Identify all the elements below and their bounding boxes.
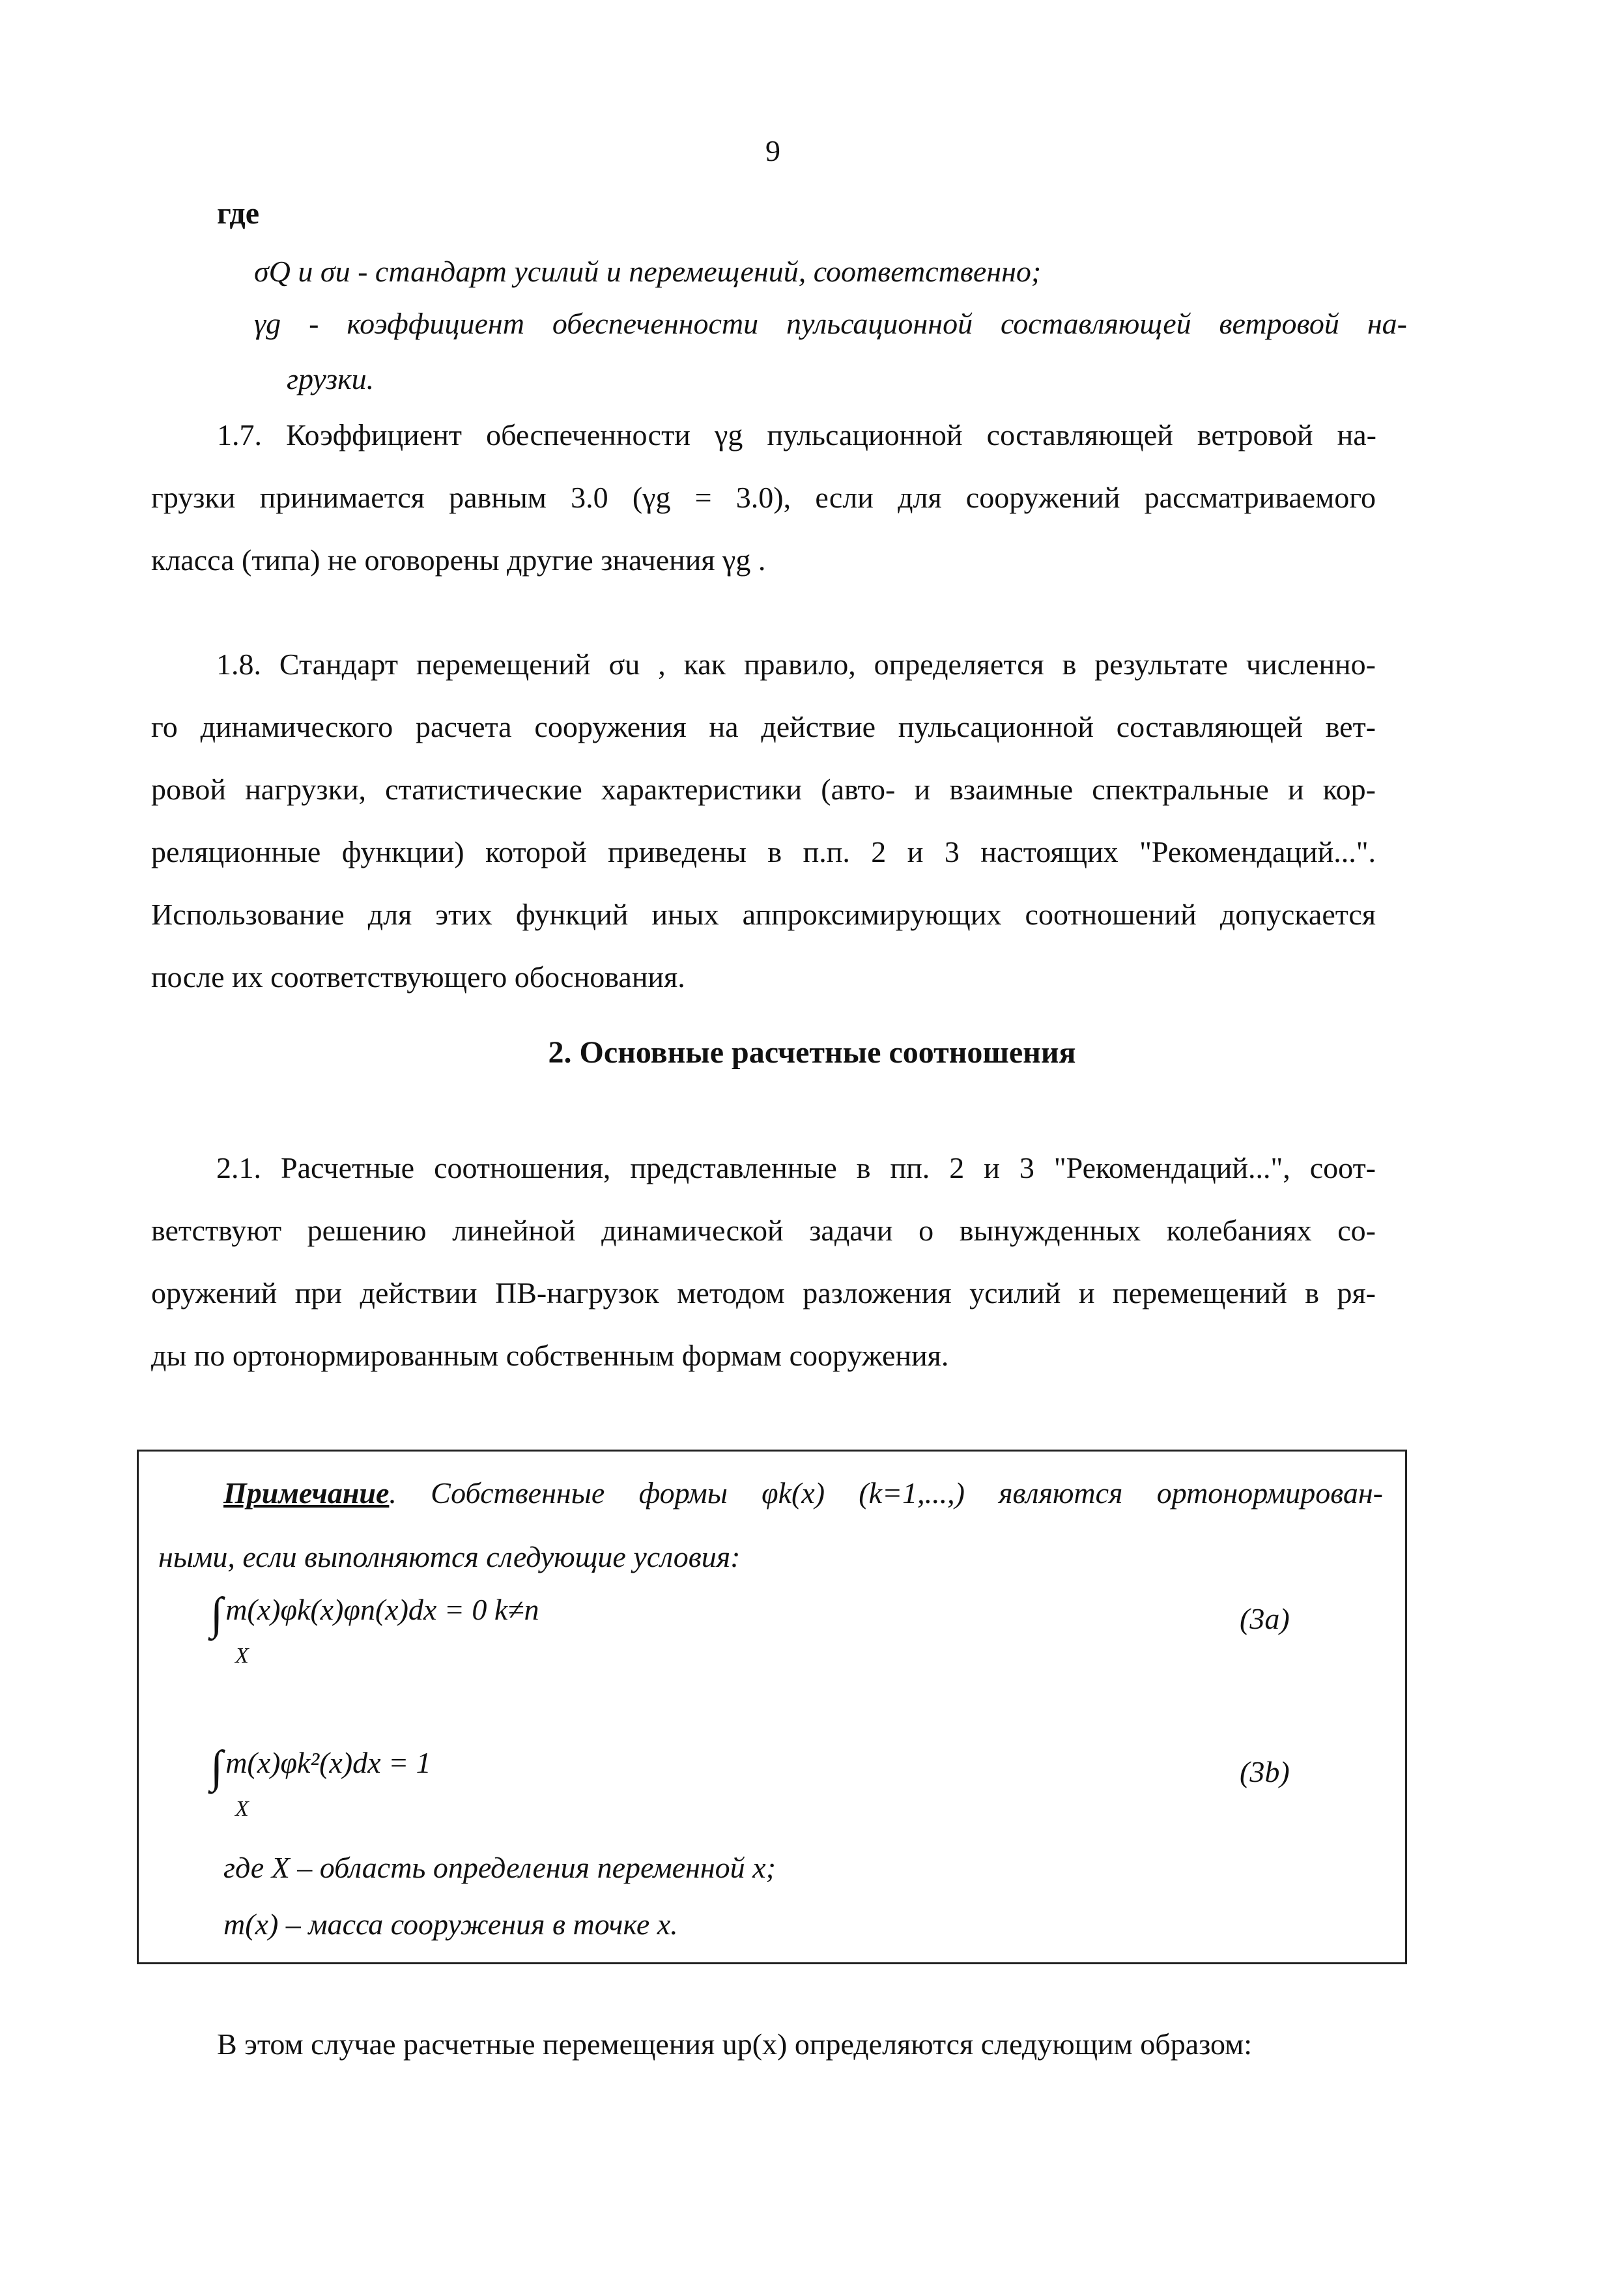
integral-icon: ∫ xyxy=(210,1742,223,1792)
definition-sigma-text: - стандарт усилий и перемещений, соответственно; xyxy=(350,255,1042,288)
section-1-8-line-4: реляционные функции) которой приведены в п.п. 2 и 3 настоящих "Рекомендаций...". xyxy=(151,835,1376,868)
equation-3b xyxy=(210,1741,431,1794)
note-line-1-text: . Собственные формы φk(x) (k=1,...,) являются ортонормирован- xyxy=(389,1476,1383,1510)
integral-icon: ∫ xyxy=(210,1589,223,1639)
section-1-8 xyxy=(151,633,1376,1009)
section-2-1-line-4: ды по ортонормированным собственным формам сооружения. xyxy=(151,1339,949,1372)
section-1-7 xyxy=(217,404,1376,466)
section-1-7-line-1: 1.7. Коэффициент обеспеченности γg пульсационной составляющей ветровой на- xyxy=(217,418,1376,451)
equation-3a-label: (3a) xyxy=(1240,1602,1290,1635)
section-2-1 xyxy=(151,1137,1376,1387)
section-1-7-body xyxy=(151,466,1376,592)
section-1-8-line-1: 1.8. Стандарт перемещений σu , как правило, определяется в результате численно- xyxy=(216,648,1376,681)
section-2-1-line-3: оружений при действии ПВ-нагрузок методом разложения усилий и перемещений в ря- xyxy=(151,1276,1376,1310)
section-1-8-line-3: ровой нагрузки, статистические характеристики (авто- и взаимные спектральные и кор- xyxy=(151,773,1376,806)
section-2-1-line-2: ветствуют решению линейной динамической задачи о вынужденных колебаниях со- xyxy=(151,1214,1376,1247)
note-line-2: ными, если выполняются следующие условия: xyxy=(158,1540,741,1573)
equation-3b-label: (3b) xyxy=(1240,1755,1290,1788)
definition-gamma-continuation: грузки. xyxy=(287,362,375,395)
definition-gamma-symbol: γg xyxy=(254,307,281,340)
equation-3b-domain: X xyxy=(235,1797,249,1821)
note-where-1: где X – область определения переменной x; xyxy=(223,1851,776,1884)
equation-3a-expr: m(x)φk(x)φn(x)dx = 0 k≠n xyxy=(225,1593,539,1626)
final-line: В этом случае расчетные перемещения up(x) определяются следующим образом: xyxy=(217,2027,1253,2061)
definition-sigma xyxy=(254,254,1407,289)
note-line-1 xyxy=(223,1458,1383,1528)
definition-gamma xyxy=(254,306,1407,341)
equation-3a-domain: X xyxy=(235,1644,249,1668)
section-1-8-line-2: го динамического расчета сооружения на действие пульсационной составляющей вет- xyxy=(151,710,1376,743)
page-number: 9 xyxy=(765,134,780,167)
section-1-8-line-5: Использование для этих функций иных аппроксимирующих соотношений допускается xyxy=(151,898,1376,931)
section-2-heading: 2. Основные расчетные соотношения xyxy=(548,1035,1076,1070)
section-1-7-line-2: грузки принимается равным 3.0 (γg = 3.0), если для сооружений рассматриваемого xyxy=(151,481,1376,514)
note-box xyxy=(137,1450,1407,1964)
section-2-1-line-1: 2.1. Расчетные соотношения, представленные в пп. 2 и 3 "Рекомендаций...", соот- xyxy=(216,1151,1376,1184)
note-where-2: m(x) – масса сооружения в точке x. xyxy=(223,1908,678,1941)
equation-3b-expr: m(x)φk²(x)dx = 1 xyxy=(225,1746,431,1779)
section-1-7-line-3: класса (типа) не оговорены другие значения γg . xyxy=(151,543,766,577)
definition-sigma-symbol: σQ и σu xyxy=(254,255,350,288)
definition-gamma-text: - коэффициент обеспеченности пульсационной составляющей ветровой на- xyxy=(281,307,1407,340)
equation-3a xyxy=(210,1588,539,1640)
note-label: Примечание xyxy=(223,1476,390,1510)
where-label: где xyxy=(217,196,259,231)
section-1-8-line-6: после их соответствующего обоснования. xyxy=(151,960,685,994)
